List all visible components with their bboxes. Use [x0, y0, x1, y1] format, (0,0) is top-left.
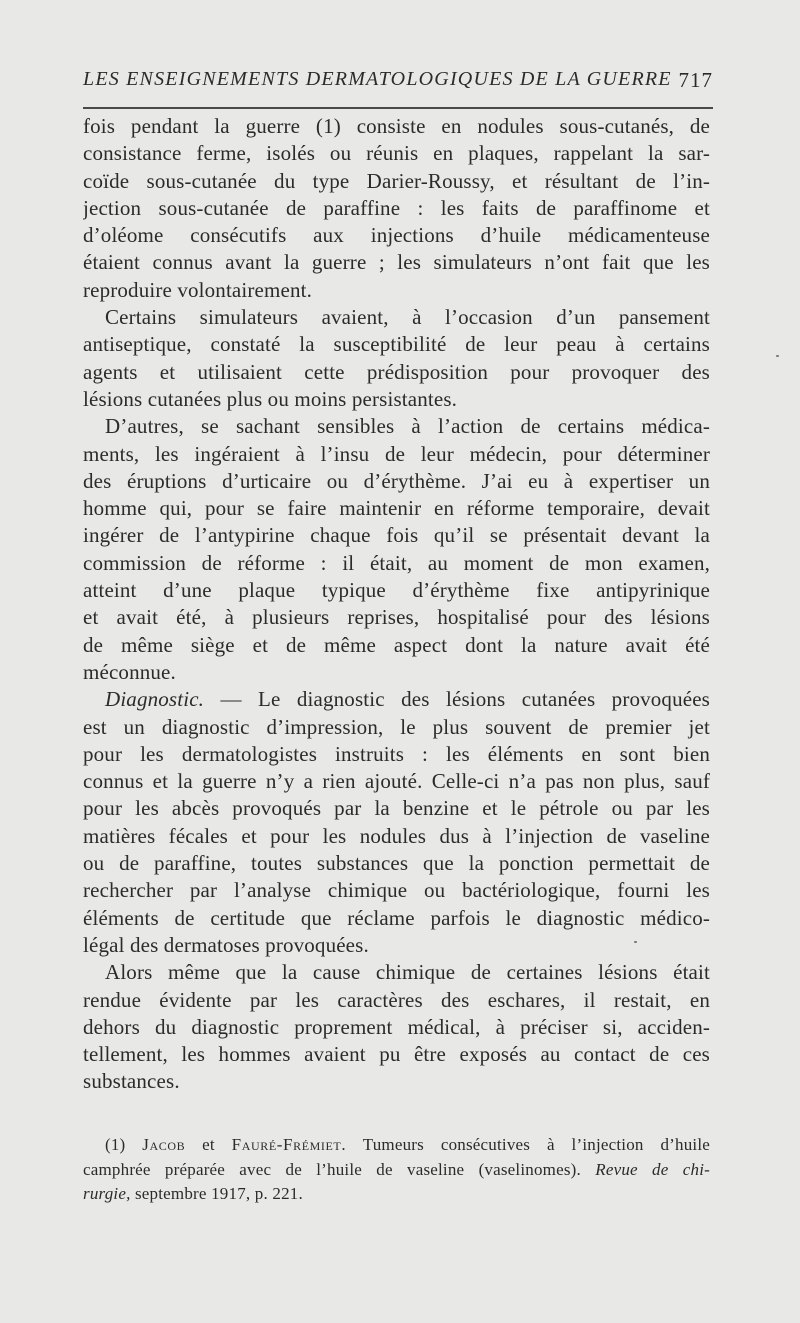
text-line: Alors même que la cause chimique de certaines lésions était [105, 960, 710, 985]
page-header [83, 68, 713, 98]
footnote-conjunction: et [202, 1135, 215, 1154]
footnote-author: Jacob [142, 1135, 186, 1154]
diagnostic-heading: Diagnostic. [105, 687, 205, 712]
text-line: substances. [83, 1069, 180, 1094]
text-line: tellement, les hommes avaient pu être exposés au contact de ces [83, 1042, 710, 1067]
running-title: LES ENSEIGNEMENTS DERMATOLOGIQUES DE LA GUERRE [83, 68, 672, 90]
text-line: lésions cutanées plus ou moins persistantes. [83, 386, 458, 411]
text-line: commission de réforme : il était, au moment de mon examen, [83, 550, 710, 575]
footnote-journal: Revue de chi- [595, 1159, 710, 1179]
text-line: dehors du diagnostic proprement médical, à préciser si, acciden- [83, 1014, 710, 1039]
text-line: reproduire volontairement. [83, 277, 312, 302]
text-line: des éruptions d’urticaire ou d’érythème. J’ai eu à expertiser un [83, 468, 710, 493]
text-line: D’autres, se sachant sensibles à l’action de certains médica- [105, 414, 710, 439]
text-line: antiseptique, constaté la susceptibilité de leur peau à certains [83, 332, 710, 357]
text-line: jection sous-cutanée de paraffine : les faits de paraffinome et [83, 195, 710, 220]
page-number: 717 [678, 68, 713, 92]
footnote-text: camphrée préparée avec de l’huile de vaseline (vaselinomes). [83, 1159, 581, 1179]
text-line: ingérer de l’antypirine chaque fois qu’il se présentait devant la [83, 523, 710, 548]
paper-speck [634, 941, 637, 943]
text-line: méconnue. [83, 659, 176, 684]
footnote-line [83, 1158, 710, 1183]
text-line: pour les dermatologistes instruits : les éléments en sont bien [83, 741, 710, 766]
text-line: est un diagnostic d’impression, le plus souvent de premier jet [83, 714, 710, 739]
text-line: connus et la guerre n’y a rien ajouté. Celle-ci n’a pas non plus, sauf [83, 769, 710, 794]
text-line: matières fécales et pour les nodules dus à l’injection de vaseline [83, 823, 710, 848]
text-line: ou de paraffine, toutes substances que la ponction permettait de [83, 851, 710, 876]
text-line: ments, les ingéraient à l’insu de leur médecin, pour déterminer [83, 441, 710, 466]
text-line: agents et utilisaient cette prédisposition pour provoquer des [83, 359, 710, 384]
diagnostic-paragraph-first-line [83, 686, 710, 713]
footnote-line [83, 1182, 710, 1207]
text-line: de même siège et de même aspect dont la nature avait été [83, 632, 710, 657]
paper-speck [776, 355, 779, 357]
text-line: d’oléome consécutifs aux injections d’huile médicamenteuse [83, 223, 710, 248]
footnote-marker: (1) [105, 1135, 126, 1154]
text-line: légal des dermatoses provoquées. [83, 932, 369, 957]
text-line: Certains simulateurs avaient, à l’occasion d’un pansement [105, 305, 710, 330]
text-line: consistance ferme, isolés ou réunis en plaques, rappelant la sar- [83, 141, 710, 166]
text-line: coïde sous-cutanée du type Darier-Roussy, et résultant de l’in- [83, 168, 710, 193]
footnote-line [83, 1133, 710, 1158]
footnote [83, 1133, 710, 1207]
body-text [83, 113, 710, 1096]
text-line: éléments de certitude que réclame parfois le diagnostic médico- [83, 905, 710, 930]
footnote-author: Fauré-Frémiet. [231, 1135, 347, 1154]
text-line: atteint d’une plaque typique d’érythème fixe antipyrinique [83, 578, 710, 603]
text-line: rendue évidente par les caractères des eschares, il restait, en [83, 987, 710, 1012]
footnote-journal: rurgie, [83, 1184, 131, 1203]
text-line: pour les abcès provoqués par la benzine et le pétrole ou par les [83, 796, 710, 821]
text-line: fois pendant la guerre (1) consiste en nodules sous-cutanés, de [83, 114, 710, 138]
text-line: rechercher par l’analyse chimique ou bactériologique, fourni les [83, 878, 710, 903]
text-line: et avait été, à plusieurs reprises, hospitalisé pour des lésions [83, 605, 710, 630]
footnote-text: septembre 1917, p. 221. [134, 1184, 303, 1203]
text-line: homme qui, pour se faire maintenir en réforme temporaire, devait [83, 496, 710, 521]
footnote-title: Tumeurs consécutives à l’injection d’huile [362, 1135, 710, 1154]
header-rule [83, 107, 713, 109]
text-line: étaient connus avant la guerre ; les simulateurs n’ont fait que les [83, 250, 710, 275]
text-line: — Le diagnostic des lésions cutanées provoquées [220, 687, 710, 712]
